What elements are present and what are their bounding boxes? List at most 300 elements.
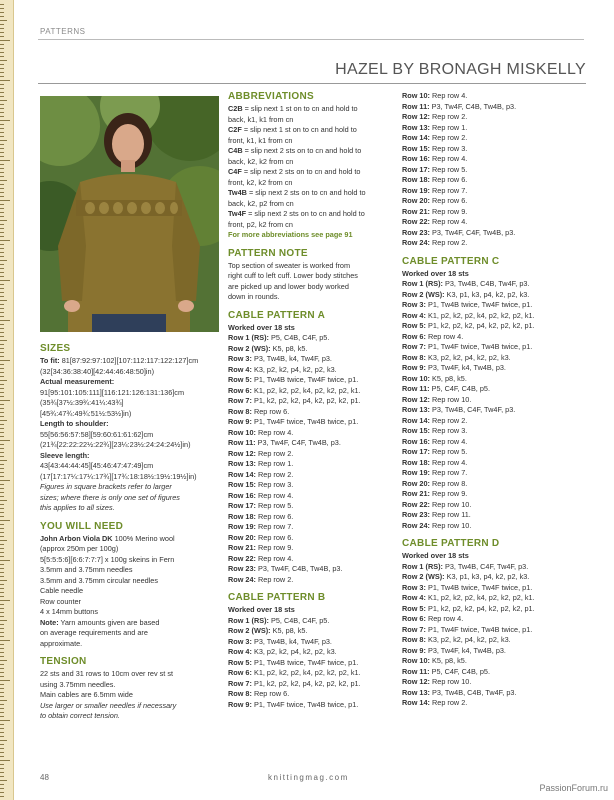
pattern-row: [402, 698, 584, 709]
pattern-row: [228, 543, 396, 554]
row-label: Row 18:: [228, 511, 256, 521]
row-label: Row 1 (RS):: [228, 333, 269, 342]
row-instruction: K1, p2, k2, p2, k4, p2, k2, p2, k1.: [425, 310, 535, 320]
footer-website: knittingmag.com: [268, 773, 349, 782]
ruler-tick: [0, 28, 4, 29]
ruler-tick: [0, 248, 4, 249]
row-label: Row 19:: [402, 468, 430, 477]
row-instruction: Rep row 4.: [425, 614, 464, 623]
ruler-tick: [0, 292, 4, 293]
ruler-tick: [0, 368, 4, 369]
pattern-note-line: are picked up and lower body worked: [228, 281, 349, 291]
ruler-tick: [0, 524, 4, 525]
row-instruction: P3, Tw4F, k4, Tw4B, p3.: [425, 645, 506, 655]
ruler-tick: [0, 592, 4, 593]
ruler-tick: [0, 768, 4, 769]
ruler-tick: [0, 4, 4, 5]
yarn-note-label: Note:: [40, 617, 59, 627]
row-instruction: Rep row 2.: [429, 415, 468, 425]
actual-label: Actual measurement:: [40, 377, 115, 386]
abbreviation-item: [228, 104, 396, 115]
ruler-tick: [0, 72, 4, 73]
ruler-tick: [0, 788, 4, 789]
ruler-tick: [0, 68, 4, 69]
ruler-tick: [0, 192, 4, 193]
pattern-row: [402, 165, 584, 176]
pattern-row: [228, 533, 396, 544]
pattern-row: [402, 238, 584, 249]
row-label: Row 12:: [228, 448, 256, 458]
row-label: Row 7:: [228, 396, 252, 405]
ruler-tick: [0, 412, 4, 413]
ruler-tick: [0, 112, 4, 113]
pattern-row: [228, 417, 396, 428]
ruler-tick: [0, 736, 4, 737]
ruler-tick: [0, 8, 4, 9]
pattern-row: [228, 470, 396, 481]
row-instruction: Rep row 4.: [429, 457, 468, 467]
pattern-row: [402, 635, 584, 646]
title-divider: [38, 83, 586, 84]
row-label: Row 24:: [402, 238, 430, 247]
ruler-tick: [0, 720, 10, 721]
ruler-tick: [0, 296, 4, 297]
ruler-tick: [0, 196, 4, 197]
ruler-tick: [0, 116, 4, 117]
ruler-tick: [0, 548, 4, 549]
pattern-row: [402, 384, 584, 395]
ruler-tick: [0, 372, 4, 373]
pattern-row: [402, 228, 584, 239]
ruler-tick: [0, 480, 10, 481]
ruler-tick: [0, 708, 4, 709]
tension-note: to obtain correct tension.: [40, 711, 120, 720]
row-instruction: P1, k2, p2, k2, p4, k2, p2, k2, p1.: [425, 603, 535, 613]
row-label: Row 13:: [402, 122, 430, 132]
ruler-tick: [0, 756, 4, 757]
row-label: Row 3:: [228, 636, 252, 646]
row-instruction: Rep row 2.: [255, 448, 294, 458]
row-label: Row 20:: [402, 196, 430, 205]
row-label: Row 1 (RS):: [228, 615, 269, 625]
pattern-row: [402, 447, 584, 458]
abbreviation-definition: = slip next 2 sts on to cn and hold to: [242, 146, 362, 155]
ruler-tick: [0, 640, 10, 641]
row-label: Row 17:: [228, 501, 256, 510]
ruler-tick: [0, 540, 7, 541]
ruler-tick: [0, 704, 4, 705]
row-label: Row 4:: [228, 364, 252, 374]
ruler-tick: [0, 52, 4, 53]
row-instruction: Rep row 5.: [429, 447, 468, 456]
row-instruction: P3, Tw4B, k4, Tw4F, p3.: [251, 354, 332, 363]
ruler-tick: [0, 644, 4, 645]
ruler-tick: [0, 656, 4, 657]
row-instruction: Rep row 9.: [255, 543, 294, 552]
abbreviation-definition: = slip next 2 sts on to cn and hold to: [246, 209, 365, 218]
ruler-tick: [0, 780, 7, 781]
ruler-tick: [0, 276, 4, 277]
more-abbreviations-link[interactable]: For more abbreviations see page 91: [228, 230, 353, 239]
row-instruction: K1, p2, k2, p2, k4, p2, k2, p2, k1.: [425, 593, 535, 602]
ruler-tick: [0, 716, 4, 717]
abbreviation-definition: = slip next 1 st on to cn and hold to: [241, 125, 357, 134]
row-instruction: P1, k2, p2, k2, p4, k2, p2, k2, p1.: [251, 678, 361, 688]
ruler-tick: [0, 500, 7, 501]
row-instruction: P3, Tw4B, C4F, Tw4F, p3.: [442, 561, 529, 571]
ruler-tick: [0, 404, 4, 405]
ruler-tick: [0, 228, 4, 229]
pattern-row: [402, 677, 584, 688]
ruler-tick: [0, 620, 7, 621]
row-instruction: P1, Tw4B twice, Tw4F twice, p1.: [251, 375, 359, 384]
ruler-tick: [0, 476, 4, 477]
to-fit-label: To fit:: [40, 356, 60, 365]
sizes-note: sizes; where there is only one set of figures: [40, 492, 180, 502]
row-instruction: Rep row 6.: [429, 175, 468, 184]
pattern-row: [402, 604, 584, 615]
row-instruction: Rep row 6.: [251, 689, 290, 698]
ruler-tick: [0, 200, 10, 201]
ruler-tick: [0, 492, 4, 493]
pattern-note-line: down in rounds.: [228, 292, 280, 301]
abbreviation-definition: back, k2, k2 from cn: [228, 156, 294, 166]
pattern-row: [402, 656, 584, 667]
ruler-tick: [0, 384, 4, 385]
ruler-tick: [0, 64, 4, 65]
pattern-row: [228, 658, 396, 669]
row-label: Row 9:: [228, 699, 252, 709]
row-label: Row 5:: [402, 603, 426, 613]
ruler-tick: [0, 324, 4, 325]
ruler-tick: [0, 452, 4, 453]
pattern-row: [402, 112, 584, 123]
pattern-row: [228, 407, 396, 418]
ruler-tick: [0, 16, 4, 17]
ruler-tick: [0, 772, 4, 773]
ruler-tick: [0, 240, 10, 241]
ruler-tick: [0, 280, 10, 281]
pattern-row: [228, 428, 396, 439]
actual-line: 91[95:101:105:111][116:121:126:131:136]cm: [40, 387, 185, 397]
ruler-tick: [0, 36, 4, 37]
row-instruction: P1, Tw4F twice, Tw4B twice, p1.: [251, 699, 359, 709]
row-label: Row 11:: [402, 666, 430, 676]
ruler-strip: [0, 0, 14, 800]
pattern-row: [228, 344, 396, 355]
model-photo-illustration: [40, 96, 219, 332]
row-instruction: Rep row 2.: [429, 698, 468, 707]
row-instruction: Rep row 7.: [255, 522, 294, 531]
row-instruction: K5, p8, k5.: [270, 343, 308, 353]
row-instruction: P1, Tw4F twice, Tw4B twice, p1.: [425, 624, 533, 634]
row-label: Row 10:: [228, 427, 256, 437]
ruler-tick: [0, 712, 4, 713]
row-label: Row 6:: [228, 668, 252, 677]
tension-note: Use larger or smaller needles if necessary: [40, 700, 177, 710]
row-label: Row 19:: [228, 522, 256, 531]
row-instruction: Rep row 5.: [255, 501, 294, 510]
ruler-tick: [0, 164, 4, 165]
ruler-tick: [0, 512, 4, 513]
pattern-row: [228, 512, 396, 523]
pattern-row: [228, 501, 396, 512]
ruler-tick: [0, 760, 10, 761]
pattern-row: [228, 564, 396, 575]
row-instruction: P3, Tw4F, k4, Tw4B, p3.: [425, 363, 506, 372]
row-label: Row 16:: [402, 436, 430, 446]
pattern-row: [402, 437, 584, 448]
row-label: Row 2 (WS):: [402, 289, 445, 299]
ruler-tick: [0, 56, 4, 57]
row-instruction: Rep row 3.: [429, 426, 468, 435]
ruler-tick: [0, 508, 4, 509]
yarn-note: on average requirements and are: [40, 628, 148, 637]
ruler-tick: [0, 732, 4, 733]
row-label: Row 24:: [402, 520, 430, 530]
row-label: Row 21:: [228, 543, 256, 552]
row-instruction: Rep row 7.: [429, 185, 468, 195]
row-label: Row 12:: [402, 394, 430, 404]
row-label: Row 5:: [228, 375, 252, 384]
row-instruction: P3, Tw4B, C4F, Tw4F, p3.: [429, 405, 516, 414]
pattern-row: [402, 342, 584, 353]
you-will-need-heading: YOU WILL NEED: [40, 520, 124, 532]
materials-line: 3.5mm and 3.75mm circular needles: [40, 575, 159, 585]
pattern-row: [402, 614, 584, 625]
row-label: Row 13:: [228, 459, 256, 468]
row-label: Row 5:: [402, 321, 426, 330]
row-instruction: Rep row 1.: [255, 459, 294, 468]
row-instruction: Rep row 6.: [429, 196, 468, 205]
ruler-tick: [0, 40, 10, 41]
ruler-tick: [0, 608, 4, 609]
materials-line: 5[5:5:5:6][6:6:7:7:7] x 100g skeins in Fern: [40, 554, 175, 564]
abbreviation-term: C2F: [228, 125, 242, 134]
ruler-tick: [0, 576, 4, 577]
yarn-name: John Arbon Viola DK: [40, 533, 113, 543]
row-label: Row 22:: [402, 499, 430, 509]
pattern-row: [228, 449, 396, 460]
ruler-tick: [0, 156, 4, 157]
ruler-tick: [0, 652, 4, 653]
ruler-tick: [0, 624, 4, 625]
row-instruction: Rep row 5.: [429, 164, 468, 174]
column-right: [402, 88, 584, 709]
pattern-row: [402, 395, 584, 406]
cable-c-sub: Worked over 18 sts: [402, 268, 469, 278]
pattern-row: [402, 593, 584, 604]
row-label: Row 14:: [402, 698, 430, 707]
pattern-row: [402, 217, 584, 228]
abbreviation-term: Tw4B: [228, 188, 247, 197]
cable-d-sub: Worked over 18 sts: [402, 551, 469, 560]
ruler-tick: [0, 464, 4, 465]
row-label: Row 11:: [228, 438, 256, 447]
ruler-tick: [0, 184, 4, 185]
sizes-heading: SIZES: [40, 343, 71, 354]
ruler-tick: [0, 92, 4, 93]
ruler-tick: [0, 400, 10, 401]
ruler-tick: [0, 360, 10, 361]
ruler-tick: [0, 776, 4, 777]
ruler-tick: [0, 304, 4, 305]
row-instruction: Rep row 2.: [429, 238, 468, 247]
row-label: Row 2 (WS):: [228, 343, 271, 353]
row-label: Row 10:: [402, 656, 430, 665]
pattern-row: [228, 365, 396, 376]
row-label: Row 10:: [402, 91, 430, 100]
row-label: Row 13:: [402, 687, 430, 697]
ruler-tick: [0, 60, 7, 61]
materials-line: 3.5mm and 3.75mm needles: [40, 565, 133, 574]
yarn-desc: 100% Merino wool: [112, 533, 175, 543]
title-designer: BY BRONAGH MISKELLY: [392, 61, 586, 78]
cable-d-rows: [402, 562, 584, 709]
row-instruction: K3, p2, k2, p4, k2, p2, k3.: [251, 647, 337, 656]
row-instruction: K1, p2, k2, p2, k4, p2, k2, p2, k1.: [251, 385, 361, 395]
ruler-tick: [0, 20, 7, 21]
ruler-tick: [0, 416, 4, 417]
ruler-tick: [0, 516, 4, 517]
ruler-tick: [0, 628, 4, 629]
row-instruction: Rep row 2.: [255, 574, 294, 584]
cable-a-rows: [228, 333, 396, 585]
ruler-tick: [0, 668, 4, 669]
row-instruction: Rep row 3.: [429, 143, 468, 153]
sleeve-line: (17[17:17¼:17¼:17¾][17¾:18:18½:19½:19½]in): [40, 471, 197, 481]
row-instruction: P3, Tw4B, C4B, Tw4F, p3.: [442, 279, 530, 288]
pattern-row: [402, 154, 584, 165]
ruler-tick: [0, 168, 4, 169]
row-instruction: P1, Tw4B twice, Tw4F twice, p1.: [425, 300, 533, 309]
tension-line: using 3.75mm needles.: [40, 679, 116, 689]
pattern-row: [402, 468, 584, 479]
pattern-row: [228, 333, 396, 344]
row-instruction: Rep row 2.: [429, 133, 468, 142]
ruler-tick: [0, 260, 7, 261]
pattern-row: [228, 700, 396, 711]
pattern-row: [402, 625, 584, 636]
pattern-row: [402, 332, 584, 343]
ruler-tick: [0, 216, 4, 217]
watermark: PassionForum.ru: [539, 783, 608, 793]
row-instruction: K5, p8, k5.: [429, 656, 467, 665]
ruler-tick: [0, 180, 7, 181]
row-instruction: Rep row 10.: [429, 499, 472, 509]
section-label: PATTERNS: [40, 27, 86, 36]
row-label: Row 8:: [228, 406, 252, 416]
cable-a-heading: CABLE PATTERN A: [228, 309, 326, 321]
pattern-note-line: right cuff to left cuff. Lower body stitches: [228, 271, 358, 280]
row-instruction: K3, p2, k2, p4, k2, p2, k3.: [425, 352, 511, 362]
ruler-tick: [0, 792, 4, 793]
row-instruction: Rep row 4.: [255, 490, 294, 500]
pattern-row: [228, 354, 396, 365]
row-label: Row 4:: [402, 310, 426, 320]
abbreviation-definition: front, p2, k2 from cn: [228, 219, 293, 229]
ruler-tick: [0, 684, 4, 685]
pattern-row: [402, 510, 584, 521]
row-label: Row 16:: [228, 490, 256, 500]
ruler-tick: [0, 288, 4, 289]
ruler-tick: [0, 336, 4, 337]
pattern-row: [228, 637, 396, 648]
row-label: Row 6:: [402, 614, 426, 623]
ruler-tick: [0, 108, 4, 109]
row-instruction: P5, C4B, C4F, p5.: [268, 615, 330, 625]
row-instruction: P3, Tw4F, C4F, Tw4B, p3.: [255, 438, 341, 447]
ruler-tick: [0, 488, 4, 489]
pattern-row: [402, 102, 584, 113]
ruler-tick: [0, 380, 7, 381]
ruler-tick: [0, 648, 4, 649]
ruler-tick: [0, 616, 4, 617]
abbreviation-definition: back, k1, k1 from cn: [228, 114, 294, 124]
ruler-tick: [0, 172, 4, 173]
abbreviation-term: C2B: [228, 104, 243, 113]
row-instruction: Rep row 7.: [429, 468, 468, 477]
ruler-tick: [0, 672, 4, 673]
ruler-tick: [0, 496, 4, 497]
ruler-tick: [0, 468, 4, 469]
cable-c-heading: CABLE PATTERN C: [402, 255, 500, 267]
ruler-tick: [0, 332, 4, 333]
row-instruction: Rep row 4.: [429, 436, 468, 446]
row-label: Row 20:: [228, 532, 256, 542]
page-title: [335, 61, 586, 79]
row-label: Row 24:: [228, 574, 256, 584]
ruler-tick: [0, 188, 4, 189]
column-middle: [228, 88, 396, 710]
page-number: 48: [40, 773, 49, 782]
row-label: Row 19:: [402, 185, 430, 195]
row-instruction: P3, Tw4F, C4B, Tw4B, p3.: [255, 564, 343, 573]
row-instruction: Rep row 10.: [429, 394, 472, 404]
pattern-row: [228, 491, 396, 502]
pattern-row: [402, 144, 584, 155]
row-instruction: Rep row 4.: [429, 91, 468, 100]
abbreviations-heading: ABBREVIATIONS: [228, 91, 314, 102]
pattern-note-line: Top section of sweater is worked from: [228, 260, 351, 270]
abbreviation-definition: front, k1, k1 from cn: [228, 135, 293, 145]
ruler-tick: [0, 376, 4, 377]
ruler-tick: [0, 264, 4, 265]
ruler-tick: [0, 796, 4, 797]
row-instruction: Rep row 9.: [429, 206, 468, 216]
tension-heading: TENSION: [40, 656, 87, 667]
ruler-tick: [0, 12, 4, 13]
column-left: [40, 340, 218, 722]
ruler-tick: [0, 556, 4, 557]
row-label: Row 4:: [402, 593, 426, 602]
ruler-tick: [0, 256, 4, 257]
ruler-tick: [0, 224, 4, 225]
ruler-tick: [0, 244, 4, 245]
row-instruction: Rep row 4.: [255, 553, 294, 563]
ruler-tick: [0, 660, 7, 661]
ruler-tick: [0, 104, 4, 105]
row-label: Row 7:: [402, 342, 426, 351]
ruler-tick: [0, 396, 4, 397]
row-instruction: Rep row 1.: [429, 122, 468, 132]
ruler-tick: [0, 284, 4, 285]
abbreviation-definition: front, k2, k2 from cn: [228, 177, 293, 187]
pattern-row: [228, 575, 396, 586]
materials-line: 4 x 14mm buttons: [40, 607, 98, 616]
ruler-tick: [0, 268, 4, 269]
pattern-row: [402, 479, 584, 490]
